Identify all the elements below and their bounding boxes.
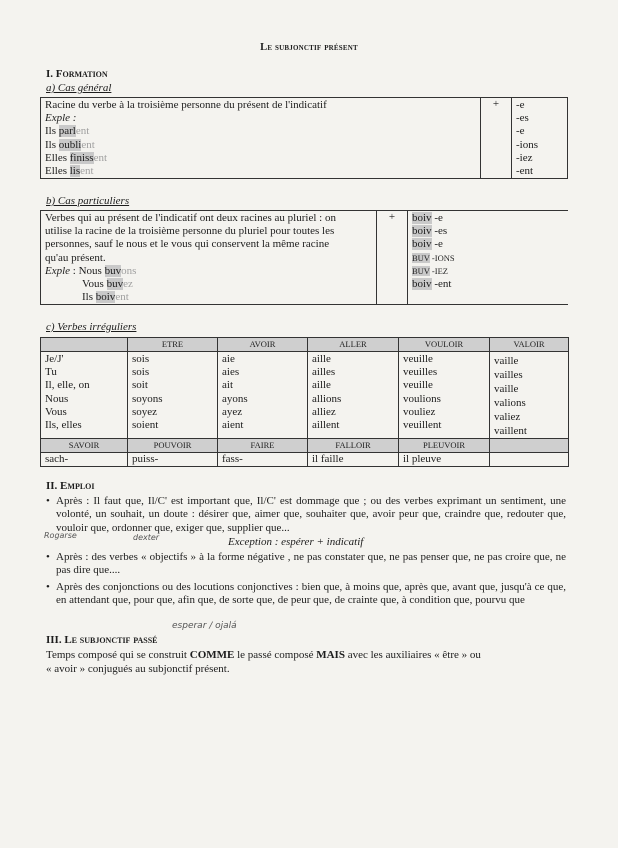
special-example: Exple : Nous buvons [45, 264, 137, 277]
conjugation: sois [132, 353, 150, 365]
general-example: Ils parlent [45, 125, 90, 138]
usage-text: Après des conjonctions ou des locutions conjonctives : bien que, à moins que, après que, avant que, jusqu'à ce que, en attendant que, pour que, afin que, de sorte que, de peur que, de crainte que, à condition que, pourvu que [56, 581, 566, 607]
table-header-cell: VOULOIR [399, 338, 490, 352]
special-rule-line: Verbes qui au présent de l'indicatif ont deux racines au pluriel : on [45, 212, 336, 224]
conjugation: veuille [403, 379, 433, 392]
conjugation: sois [132, 366, 150, 379]
general-case-rule: Racine du verbe à la troisième personne du présent de l'indicatif [45, 99, 327, 111]
irregular-verbs-heading: c) Verbes irréguliers [46, 321, 137, 333]
special-case-rule-cell [41, 211, 377, 305]
conjugation: allions [312, 392, 342, 405]
person: Il, elle, on [45, 379, 90, 392]
table-header-cell [490, 439, 569, 453]
special-form: boiv -ent [412, 278, 452, 291]
conjugation: aille [312, 379, 331, 392]
bullet-icon: • [46, 581, 50, 593]
special-example: Vous buvez [82, 278, 133, 291]
section-emploi-heading: II. Emploi [46, 480, 95, 492]
handwritten-note: Rogarse [44, 531, 77, 540]
special-example: Ils boivent [82, 291, 129, 304]
passe-paragraph: Temps composé qui se construit COMME le passé composé MAIS avec les auxiliaires « être » ou « avoir » conjugués au subjonctif présent. [46, 649, 481, 675]
conjugation: veuilles [403, 366, 438, 379]
general-plus-sign: + [481, 98, 512, 179]
general-case-table [40, 97, 568, 179]
conjugation: aient [222, 419, 244, 432]
conjugation: valions [494, 397, 526, 409]
general-example: Elles finissent [45, 151, 108, 164]
usage-bullet-2 [46, 551, 566, 578]
irregular-verbs-table [40, 337, 569, 467]
verb-column-vouloir [399, 352, 490, 439]
special-plus-sign: + [377, 211, 408, 305]
general-case-rule-cell [41, 98, 481, 179]
ending: -e [516, 99, 525, 111]
table-header-cell: VALOIR [490, 338, 569, 352]
conjugation: soyez [132, 405, 158, 418]
conjugation: soyons [132, 392, 163, 405]
ending: -e [516, 125, 525, 138]
ending: -es [516, 112, 529, 125]
conjugation: veuille [403, 353, 433, 365]
irregular-body-row [41, 352, 569, 439]
special-case-heading: b) Cas particuliers [46, 195, 130, 207]
table-header-cell: AVOIR [218, 338, 308, 352]
conjugation: ayez [222, 405, 243, 418]
page-title: Le subjonctif présent [260, 42, 358, 53]
verb-column-valoir [490, 352, 569, 439]
general-example: Ils oublient [45, 138, 95, 151]
usage-bullet-3 [46, 581, 566, 608]
usage-text: Après : des verbes « objectifs » à la forme négative , ne pas constater que, ne pas penser que, ne pas croire que, ne pas dire que.... [56, 551, 566, 577]
special-case-table [40, 210, 568, 305]
general-case-heading: a) Cas général [46, 82, 112, 94]
conjugation: aillent [312, 419, 340, 432]
special-form: boiv -e [412, 212, 443, 224]
person: Vous [45, 405, 67, 418]
exception-note: Exception : espérer + indicatif [228, 536, 364, 548]
verb-column-aller [308, 352, 399, 439]
special-rule-line: personnes, sauf le nous et le vous qui conservent la même racine [45, 238, 330, 251]
irregular-header-row-2 [41, 439, 569, 453]
special-form: boiv -e [412, 238, 443, 251]
table-header-cell: ETRE [128, 338, 218, 352]
conjugation: voulions [403, 392, 441, 405]
conjugation: vaille [494, 383, 519, 395]
table-header-cell: ALLER [308, 338, 399, 352]
bullet-icon: • [46, 495, 50, 507]
person: Nous [45, 392, 69, 405]
stem-cell: fass- [218, 453, 308, 467]
table-header-cell: FALLOIR [308, 439, 399, 453]
verb-column-etre [128, 352, 218, 439]
ending: -iez [516, 151, 533, 164]
special-rule-line: qu'au présent. [45, 251, 106, 264]
conjugation: aille [312, 353, 331, 365]
stem-cell: il pleuve [399, 453, 490, 467]
conjugation: vouliez [403, 405, 436, 418]
special-form: boiv -es [412, 225, 448, 238]
special-rule-line: utilise la racine de la troisième personne du pluriel pour toutes les [45, 225, 335, 238]
table-header-cell: PLEUVOIR [399, 439, 490, 453]
general-example: Elles lisent [45, 165, 94, 178]
stem-cell: sach- [41, 453, 128, 467]
conjugation: ayons [222, 392, 248, 405]
conjugation: ait [222, 379, 233, 392]
section-formation-heading: I. Formation [46, 68, 108, 80]
verb-column-avoir [218, 352, 308, 439]
bullet-icon: • [46, 551, 50, 563]
handwritten-note: esperar / ojalá [172, 621, 237, 631]
ending: -ent [516, 165, 534, 178]
conjugation: veuillent [403, 419, 442, 432]
special-form: BUV -IONS [412, 252, 455, 263]
usage-bullet-1 [46, 495, 566, 535]
conjugation: ailles [312, 366, 336, 379]
general-endings-cell [512, 98, 568, 179]
persons-column [41, 352, 128, 439]
person: Ils, elles [45, 419, 82, 432]
conjugation: soient [132, 419, 159, 432]
conjugation: vailles [494, 369, 523, 381]
table-header-cell: SAVOIR [41, 439, 128, 453]
special-forms-cell [408, 211, 569, 305]
conjugation: vaillent [494, 425, 527, 437]
stem-cell: puiss- [128, 453, 218, 467]
conjugation: alliez [312, 405, 336, 418]
person: Tu [45, 366, 57, 379]
conjugation: valiez [494, 411, 521, 423]
conjugation: aies [222, 366, 240, 379]
person: Je/J' [45, 353, 64, 365]
stem-cell: il faille [308, 453, 399, 467]
table-header-cell [41, 338, 128, 352]
irregular-header-row [41, 338, 569, 352]
conjugation: aie [222, 353, 235, 365]
irregular-body-row-2 [41, 453, 569, 467]
conjugation: vaille [494, 355, 519, 367]
handwritten-note: dexter [133, 533, 160, 542]
special-form: BUV -IEZ [412, 265, 448, 276]
conjugation: soit [132, 379, 148, 392]
section-passe-heading: III. Le subjonctif passé [46, 634, 158, 646]
stem-cell [490, 453, 569, 467]
table-header-cell: POUVOIR [128, 439, 218, 453]
table-header-cell: FAIRE [218, 439, 308, 453]
ending: -ions [516, 138, 538, 151]
usage-text: Après : Il faut que, Il/C' est important que, Il/C' est dommage que ; ou des verbes exprimant un sentiment, une volonté, un souhait, un doute : désirer que, aimer que, souhaiter que, avoir peur que, craindre que, redouter que, vouloir que, ordonner que, exiger que, supplier que... [56, 495, 566, 534]
general-example-label: Exple : [45, 112, 77, 125]
